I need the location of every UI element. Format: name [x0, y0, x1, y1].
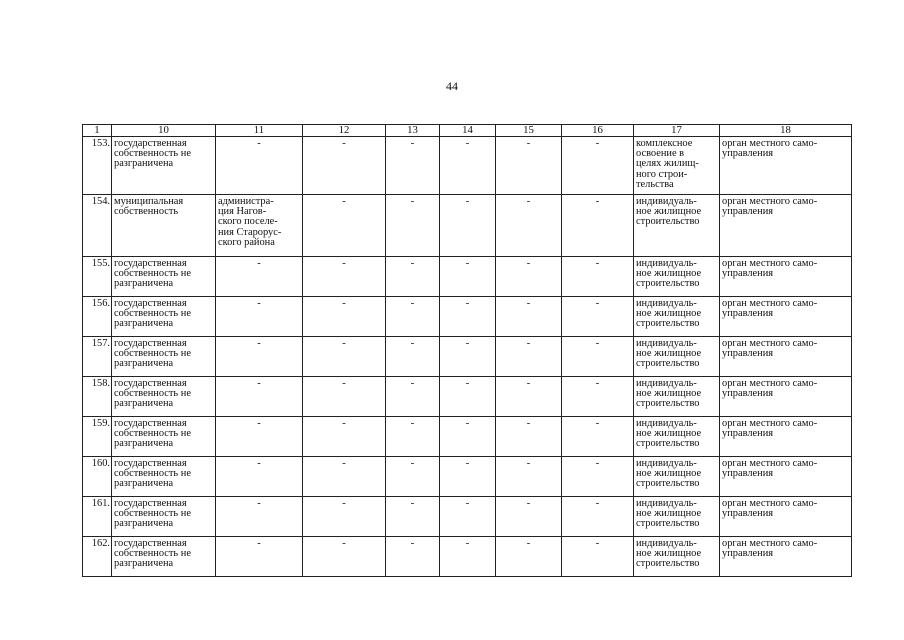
cell-14: -: [440, 457, 496, 497]
column-header: 16: [562, 125, 634, 137]
cell-16: -: [562, 537, 634, 577]
cell-13: -: [386, 457, 440, 497]
column-header: 18: [720, 125, 852, 137]
row-number: 160.: [83, 457, 112, 497]
permitted-use-cell: индивидуаль- ное жилищное строительство: [634, 257, 720, 297]
column-header: 10: [112, 125, 216, 137]
row-number: 154.: [83, 195, 112, 257]
cell-16: -: [562, 297, 634, 337]
permitted-use-cell: индивидуаль- ное жилищное строительство: [634, 457, 720, 497]
column-header: 17: [634, 125, 720, 137]
column-header: 1: [83, 125, 112, 137]
owner-cell: администра- ция Нагов- ского поселе- ния Старорус- ского района: [216, 195, 303, 257]
table-row: [83, 377, 852, 417]
ownership-cell: государственная собственность не разграничена: [112, 497, 216, 537]
row-number: 155.: [83, 257, 112, 297]
owner-cell: -: [216, 137, 303, 195]
row-number: 156.: [83, 297, 112, 337]
owner-cell: -: [216, 377, 303, 417]
row-number: 153.: [83, 137, 112, 195]
cell-12: -: [303, 377, 386, 417]
row-number: 162.: [83, 537, 112, 577]
owner-cell: -: [216, 537, 303, 577]
table-row: [83, 195, 852, 257]
ownership-cell: государственная собственность не разграничена: [112, 257, 216, 297]
cell-13: -: [386, 497, 440, 537]
cell-13: -: [386, 337, 440, 377]
authority-cell: орган местного само- управления: [720, 137, 852, 195]
cell-15: -: [496, 537, 562, 577]
cell-14: -: [440, 417, 496, 457]
authority-cell: орган местного само- управления: [720, 497, 852, 537]
column-header: 14: [440, 125, 496, 137]
column-header: 11: [216, 125, 303, 137]
owner-cell: -: [216, 457, 303, 497]
cell-13: -: [386, 195, 440, 257]
table-row: [83, 537, 852, 577]
authority-cell: орган местного само- управления: [720, 297, 852, 337]
owner-cell: -: [216, 297, 303, 337]
owner-cell: -: [216, 497, 303, 537]
ownership-cell: государственная собственность не разграничена: [112, 137, 216, 195]
column-header: 13: [386, 125, 440, 137]
cell-12: -: [303, 137, 386, 195]
cell-16: -: [562, 417, 634, 457]
permitted-use-cell: индивидуаль- ное жилищное строительство: [634, 377, 720, 417]
ownership-cell: государственная собственность не разграничена: [112, 417, 216, 457]
owner-cell: -: [216, 337, 303, 377]
row-number: 158.: [83, 377, 112, 417]
table-row: [83, 297, 852, 337]
row-number: 161.: [83, 497, 112, 537]
cell-15: -: [496, 297, 562, 337]
authority-cell: орган местного само- управления: [720, 337, 852, 377]
cell-14: -: [440, 137, 496, 195]
cell-14: -: [440, 537, 496, 577]
cell-13: -: [386, 297, 440, 337]
cell-16: -: [562, 377, 634, 417]
cell-13: -: [386, 417, 440, 457]
cell-15: -: [496, 137, 562, 195]
cell-16: -: [562, 497, 634, 537]
owner-cell: -: [216, 417, 303, 457]
cell-12: -: [303, 497, 386, 537]
permitted-use-cell: индивидуаль- ное жилищное строительство: [634, 195, 720, 257]
table-row: [83, 257, 852, 297]
column-header: 12: [303, 125, 386, 137]
permitted-use-cell: индивидуаль- ное жилищное строительство: [634, 337, 720, 377]
cell-12: -: [303, 457, 386, 497]
cell-15: -: [496, 417, 562, 457]
cell-15: -: [496, 497, 562, 537]
cell-16: -: [562, 457, 634, 497]
cell-12: -: [303, 195, 386, 257]
permitted-use-cell: индивидуаль- ное жилищное строительство: [634, 297, 720, 337]
authority-cell: орган местного само- управления: [720, 257, 852, 297]
cell-16: -: [562, 195, 634, 257]
cell-14: -: [440, 195, 496, 257]
ownership-cell: государственная собственность не разграничена: [112, 297, 216, 337]
cell-15: -: [496, 337, 562, 377]
cell-14: -: [440, 297, 496, 337]
table-header-row: [83, 125, 852, 137]
permitted-use-cell: индивидуаль- ное жилищное строительство: [634, 497, 720, 537]
table-row: [83, 497, 852, 537]
row-number: 157.: [83, 337, 112, 377]
table-row: [83, 417, 852, 457]
permitted-use-cell: индивидуаль- ное жилищное строительство: [634, 537, 720, 577]
cell-16: -: [562, 137, 634, 195]
table-body: [83, 137, 852, 577]
authority-cell: орган местного само- управления: [720, 537, 852, 577]
cell-15: -: [496, 377, 562, 417]
cell-14: -: [440, 497, 496, 537]
cell-15: -: [496, 195, 562, 257]
cell-13: -: [386, 377, 440, 417]
table-row: [83, 337, 852, 377]
column-header: 15: [496, 125, 562, 137]
cell-12: -: [303, 337, 386, 377]
cell-12: -: [303, 297, 386, 337]
cell-14: -: [440, 337, 496, 377]
row-number: 159.: [83, 417, 112, 457]
cell-12: -: [303, 537, 386, 577]
cell-14: -: [440, 377, 496, 417]
cell-15: -: [496, 257, 562, 297]
cell-14: -: [440, 257, 496, 297]
table-row: [83, 457, 852, 497]
land-plots-table: [82, 124, 852, 577]
cell-13: -: [386, 257, 440, 297]
authority-cell: орган местного само- управления: [720, 457, 852, 497]
ownership-cell: государственная собственность не разграничена: [112, 337, 216, 377]
authority-cell: орган местного само- управления: [720, 195, 852, 257]
cell-16: -: [562, 337, 634, 377]
authority-cell: орган местного само- управления: [720, 377, 852, 417]
cell-13: -: [386, 137, 440, 195]
ownership-cell: государственная собственность не разграничена: [112, 457, 216, 497]
page-number: 44: [446, 79, 458, 93]
cell-12: -: [303, 417, 386, 457]
owner-cell: -: [216, 257, 303, 297]
ownership-cell: государственная собственность не разграничена: [112, 377, 216, 417]
permitted-use-cell: комплексное освоение в целях жилищ- ного строи- тельства: [634, 137, 720, 195]
authority-cell: орган местного само- управления: [720, 417, 852, 457]
ownership-cell: государственная собственность не разграничена: [112, 537, 216, 577]
cell-15: -: [496, 457, 562, 497]
cell-16: -: [562, 257, 634, 297]
cell-13: -: [386, 537, 440, 577]
ownership-cell: муниципальная собственность: [112, 195, 216, 257]
cell-12: -: [303, 257, 386, 297]
permitted-use-cell: индивидуаль- ное жилищное строительство: [634, 417, 720, 457]
table-row: [83, 137, 852, 195]
